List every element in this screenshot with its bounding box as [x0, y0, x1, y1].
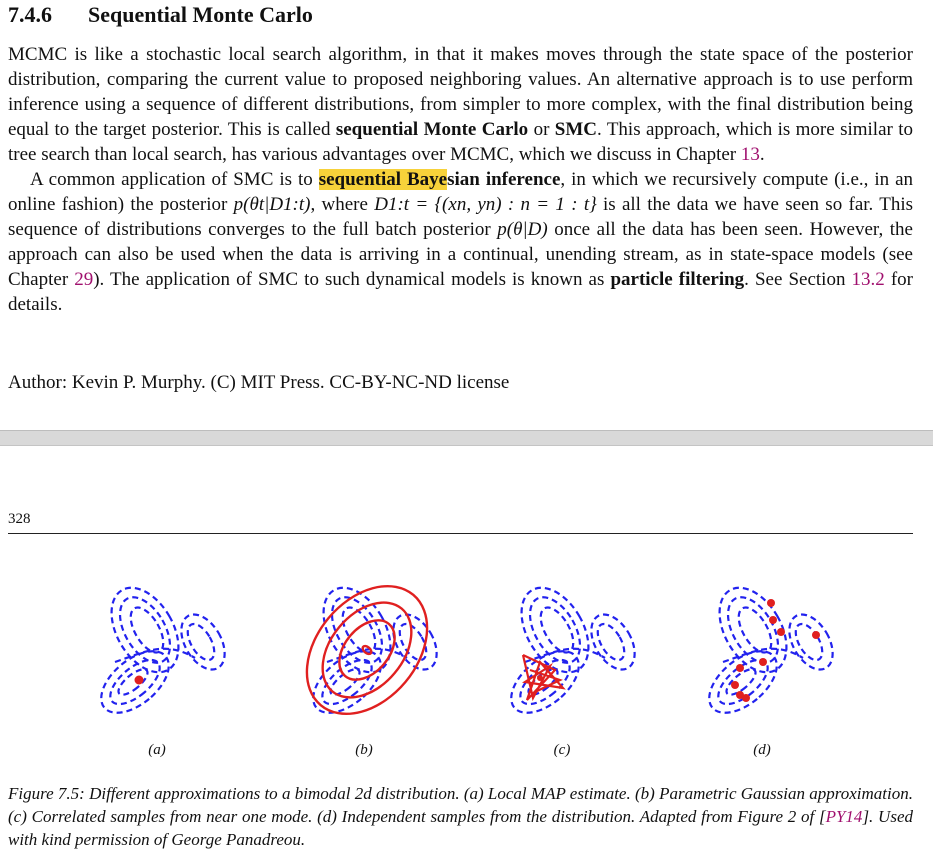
chapter-13-link[interactable]: 13	[740, 144, 760, 165]
paragraph-2	[8, 167, 913, 317]
p2-text-2: , in which we recursively compute (i.e., in an online fashion) the posterior	[8, 169, 913, 215]
section-title: Sequential Monte Carlo	[88, 2, 313, 27]
math-batch-posterior: p(θ|D)	[497, 219, 548, 240]
caption-text-1: Figure 7.5: Different approximations to a bimodal 2d distribution. (a) Local MAP estimate. (b) Parametric Gaussian approximation. (c) Correlated samples from near one mode. (d) Independent samples from the distribution. Adapted from Figure 2 of [	[8, 784, 913, 826]
p1-text-4: .	[759, 144, 765, 165]
math-data-set: D1:t = {(xn, yn) : n = 1 : t}	[374, 194, 597, 215]
term-smc: SMC	[554, 119, 598, 140]
gaussian-approximation	[282, 570, 451, 737]
page-top	[0, 0, 933, 430]
page-divider	[0, 430, 933, 446]
caption-text-2: ]. Used with kind permission of George Panadreou.	[8, 807, 913, 849]
header-rule	[8, 533, 913, 534]
term-particle-filtering: particle filtering	[610, 269, 745, 290]
figure-7-5	[0, 570, 933, 740]
author-line: Author: Kevin P. Murphy. (C) MIT Press. CC-BY-NC-ND license	[8, 372, 510, 393]
chapter-29-link[interactable]: 29	[74, 269, 94, 290]
section-13-2-link[interactable]: 13.2	[851, 269, 885, 290]
citation-py14-link[interactable]: PY14	[825, 807, 863, 826]
section-number: 7.4.6	[8, 2, 52, 27]
map-estimate-point	[135, 676, 144, 685]
subfigure-d	[698, 576, 841, 724]
subfigure-label-c: (c)	[553, 742, 571, 758]
search-highlight: sequential Baye	[318, 169, 448, 190]
p1-text-2: or	[528, 119, 555, 140]
body-text	[8, 42, 913, 317]
math-posterior: p(θt|D1:t)	[233, 194, 311, 215]
term-bayesian-inference: sian inference	[447, 169, 561, 190]
p2-text-3: , where	[310, 194, 375, 215]
p2-text-5: once all the data has been seen. However, the approach can also be used when the data is arriving in a continual, unending stream, as in state-space models (see Chapter	[8, 219, 913, 290]
p2-text-4: is all the data we have seen so far. This sequence of distributions converges to the full batch posterior	[8, 194, 913, 240]
p2-text-6: ). The application of SMC to such dynamical models is known as	[93, 269, 611, 290]
figure-caption	[8, 782, 913, 851]
paragraph-1	[8, 42, 913, 167]
subfigure-a	[90, 576, 233, 724]
subfigure-c	[500, 576, 643, 724]
p2-text-7: . See Section	[744, 269, 852, 290]
page-number: 328	[8, 511, 31, 527]
term-sequential-monte-carlo: sequential Monte Carlo	[335, 119, 529, 140]
section-heading	[8, 2, 313, 28]
p1-text-3: . This approach, which is more similar to tree search than local search, has various advantages over MCMC, which we discuss in Chapter	[8, 119, 914, 165]
subfigure-label-b: (b)	[355, 742, 373, 758]
p1-text-1: MCMC is like a stochastic local search algorithm, in that it makes moves through the state space of the posterior distribution, comparing the current value to proposed neighboring values. An alternative approach is to use perform inference using a sequence of different distributions, from simpler to more complex, with the final distribution being equal to the target posterior. This is called	[8, 44, 913, 140]
subfigure-label-a: (a)	[148, 742, 166, 758]
p2-text-8: for details.	[8, 269, 913, 315]
subfigure-b	[282, 570, 451, 737]
p2-text-1: A common application of SMC is to	[30, 169, 319, 190]
subfigure-label-d: (d)	[753, 742, 771, 758]
